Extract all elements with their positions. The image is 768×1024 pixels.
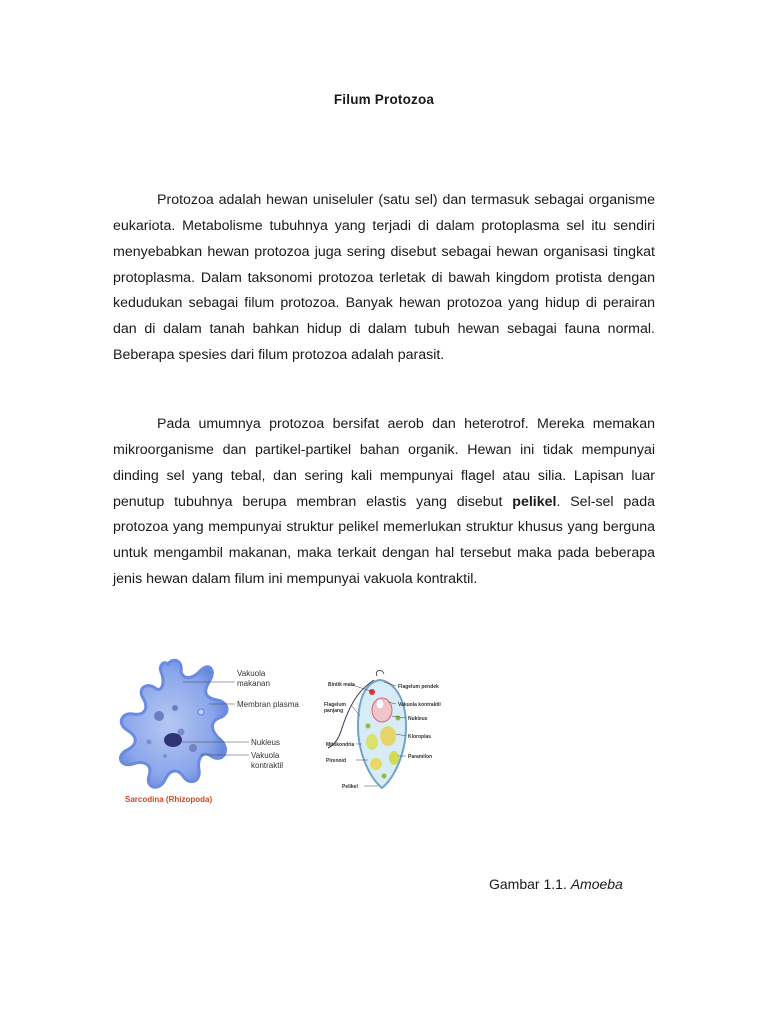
caption-prefix: Gambar 1.1. [489, 876, 571, 892]
paragraph-text: Pada umumnya protozoa bersifat aerob dan heterotrof. Mereka memakan mikroorganisme dan partikel-partikel bahan organik. Hewan ini tidak mempunyai dinding sel yang tebal, dan sering kali mempunyai flagel atau silia. Lapisan luar penutup tubuhnya berupa membran elastis yang disebut [113, 416, 655, 510]
paragraph-text: . Sel-sel pada protozoa yang mempunyai struktur pelikel memerlukan struktur khusus yang berguna untuk mengambil makanan, maka terkait dengan hal tersebut maka pada beberapa jenis hewan dalam filum ini mempunyai vakuola kontraktil. [113, 493, 655, 587]
amoeba-caption: Sarcodina (Rhizopoda) [125, 795, 213, 804]
figure-caption [489, 876, 623, 892]
label-vakuola-kontraktil-2: kontraktil [251, 761, 284, 770]
paragraph-characteristics [113, 412, 655, 593]
amoeba-figure [113, 652, 323, 812]
label-kloroplas: Kloroplas [408, 734, 432, 740]
caption-name: Amoeba [570, 876, 623, 892]
label-nukleus: Nukleus [408, 716, 428, 722]
label-nukleus: Nukleus [251, 738, 280, 747]
label-vakuola-makanan: Vakuola [237, 669, 266, 678]
label-vakuola-makanan-2: makanan [237, 679, 270, 688]
label-vakuola-kontraktil: Vakuola [251, 751, 280, 760]
label-flagelum-pendek: Flagelum pendek [398, 684, 439, 690]
paragraph-intro: Protozoa adalah hewan uniseluler (satu sel) dan termasuk sebagai organisme eukariota. Metabolisme tubuhnya yang terjadi di dalam protoplasma sel itu sendiri menyebabkan hewan protozoa juga sering disebut sebagai hewan organisasi tingkat protoplasma. Dalam taksonomi protozoa terletak di bawah kingdom protista dengan kedudukan sebagai filum protozoa. Banyak hewan protozoa yang hidup di perairan dan di dalam tanah bahkan hidup di dalam tubuh hewan sebagai fauna normal. Beberapa spesies dari filum protozoa adalah parasit. [113, 192, 655, 363]
label-flagelum-panjang-2: panjang [324, 708, 344, 714]
page-title: Filum Protozoa [333, 92, 435, 107]
term-pelikel: pelikel [512, 493, 557, 510]
label-flagelum-panjang: Flagelum [324, 702, 346, 708]
label-mitokondria: Mitokondria [326, 742, 355, 748]
label-membran-plasma: Membran plasma [237, 700, 299, 709]
nucleus-shape [164, 733, 182, 747]
euglena-figure [322, 668, 470, 794]
label-paramilon: Paramilon [408, 754, 433, 760]
label-pelikel: Pelikel [342, 784, 358, 790]
label-pirenoid: Pirenoid [326, 758, 347, 764]
amoeba-body [120, 660, 227, 787]
label-bintik-mata: Bintik mata [328, 682, 355, 688]
label-vakuola-kontraktil: Vakuola kontraktil [398, 702, 441, 708]
